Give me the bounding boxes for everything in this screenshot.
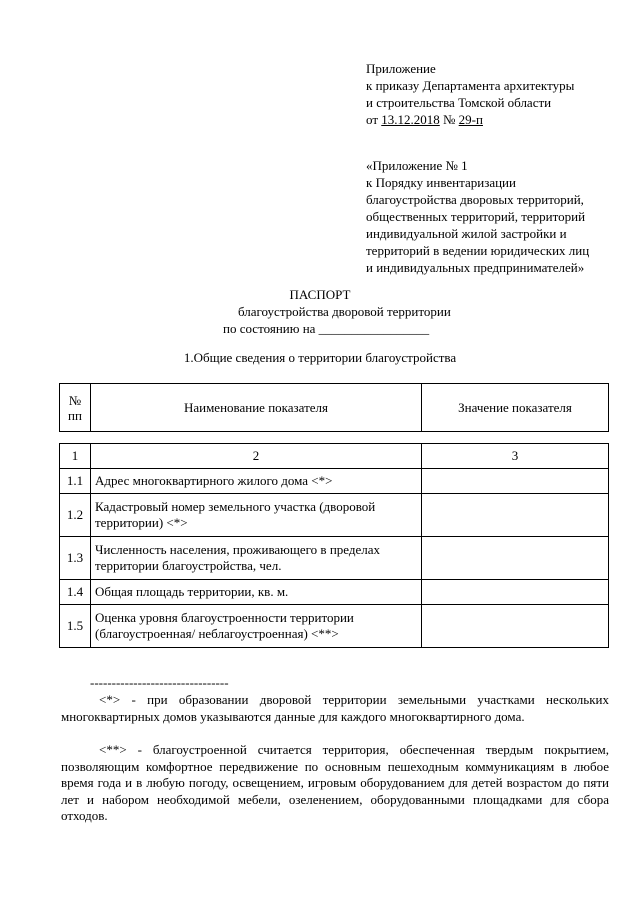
table-row (60, 494, 609, 537)
footnote-2: <**> - благоустроенной считается территория, обеспеченная твердым покрытием, позволяющим комфортное передвижение по основным пешеходным коммуникациям в любое время года и в любую погоду, освещением, игровым оборудованием для детей возрастом до пяти лет и набором необходимой мебели, озеленением, оборудованными площадками для сбора отходов. (61, 742, 609, 823)
row-num: 1.1 (60, 469, 91, 494)
table-row (60, 537, 609, 580)
sub-appendix-line-5: индивидуальной жилой застройки и (366, 226, 567, 241)
row-name: Адрес многоквартирного жилого дома <*> (91, 469, 422, 494)
table-row (60, 580, 609, 605)
row-num: 1.2 (60, 494, 91, 537)
row-name: Оценка уровня благоустроенности территории (благоустроенная/ неблагоустроенная) <**> (91, 605, 422, 648)
header-num: № пп (60, 384, 91, 432)
sub-appendix-line-2: к Порядку инвентаризации (366, 175, 516, 190)
header-value: Значение показателя (422, 384, 609, 432)
passport-title: ПАСПОРТ (289, 287, 351, 302)
sub-appendix-line-1: «Приложение № 1 (366, 158, 468, 173)
row-value[interactable] (422, 494, 609, 537)
row-value[interactable] (422, 605, 609, 648)
row-value[interactable] (422, 469, 609, 494)
footnote-separator: -------------------------------- (90, 675, 229, 690)
row-num: 1.3 (60, 537, 91, 580)
date-prefix: от (366, 112, 379, 127)
indicators-table (59, 443, 609, 648)
passport-subtitle: благоустройства дворовой территории (238, 304, 451, 319)
col-number-2: 2 (91, 444, 422, 469)
sub-appendix-line-3: благоустройства дворовых территорий, (366, 192, 584, 207)
sub-appendix-line-6: территорий в ведении юридических лиц (366, 243, 590, 258)
row-value[interactable] (422, 580, 609, 605)
passport-as-of: по состоянию на _________________ (223, 321, 430, 336)
appendix-line-3: и строительства Томской области (366, 95, 552, 110)
column-number-row (60, 444, 609, 469)
sub-appendix-line-7: и индивидуальных предпринимателей» (366, 260, 585, 275)
row-value[interactable] (422, 537, 609, 580)
row-name: Общая площадь территории, кв. м. (91, 580, 422, 605)
row-num: 1.4 (60, 580, 91, 605)
col-number-3: 3 (422, 444, 609, 469)
table-row (60, 605, 609, 648)
appendix-date-line (366, 112, 483, 128)
order-number: 29-п (458, 112, 483, 127)
col-number-1: 1 (60, 444, 91, 469)
appendix-line-2: к приказу Департамента архитектуры (366, 78, 575, 93)
header-table (59, 383, 609, 432)
footnote-1: <*> - при образовании дворовой территории земельными участками нескольких многоквартирных домов указываются данные для каждого многоквартирного дома. (61, 692, 609, 724)
section-title: 1.Общие сведения о территории благоустройства (183, 350, 457, 365)
appendix-line-1: Приложение (366, 61, 436, 76)
header-name: Наименование показателя (91, 384, 422, 432)
sub-appendix-line-4: общественных территорий, территорий (366, 209, 586, 224)
table-row (60, 469, 609, 494)
number-prefix: № (443, 112, 456, 127)
order-date: 13.12.2018 (381, 112, 440, 127)
row-name: Кадастровый номер земельного участка (дворовой территории) <*> (91, 494, 422, 537)
row-num: 1.5 (60, 605, 91, 648)
row-name: Численность населения, проживающего в пределах территории благоустройства, чел. (91, 537, 422, 580)
